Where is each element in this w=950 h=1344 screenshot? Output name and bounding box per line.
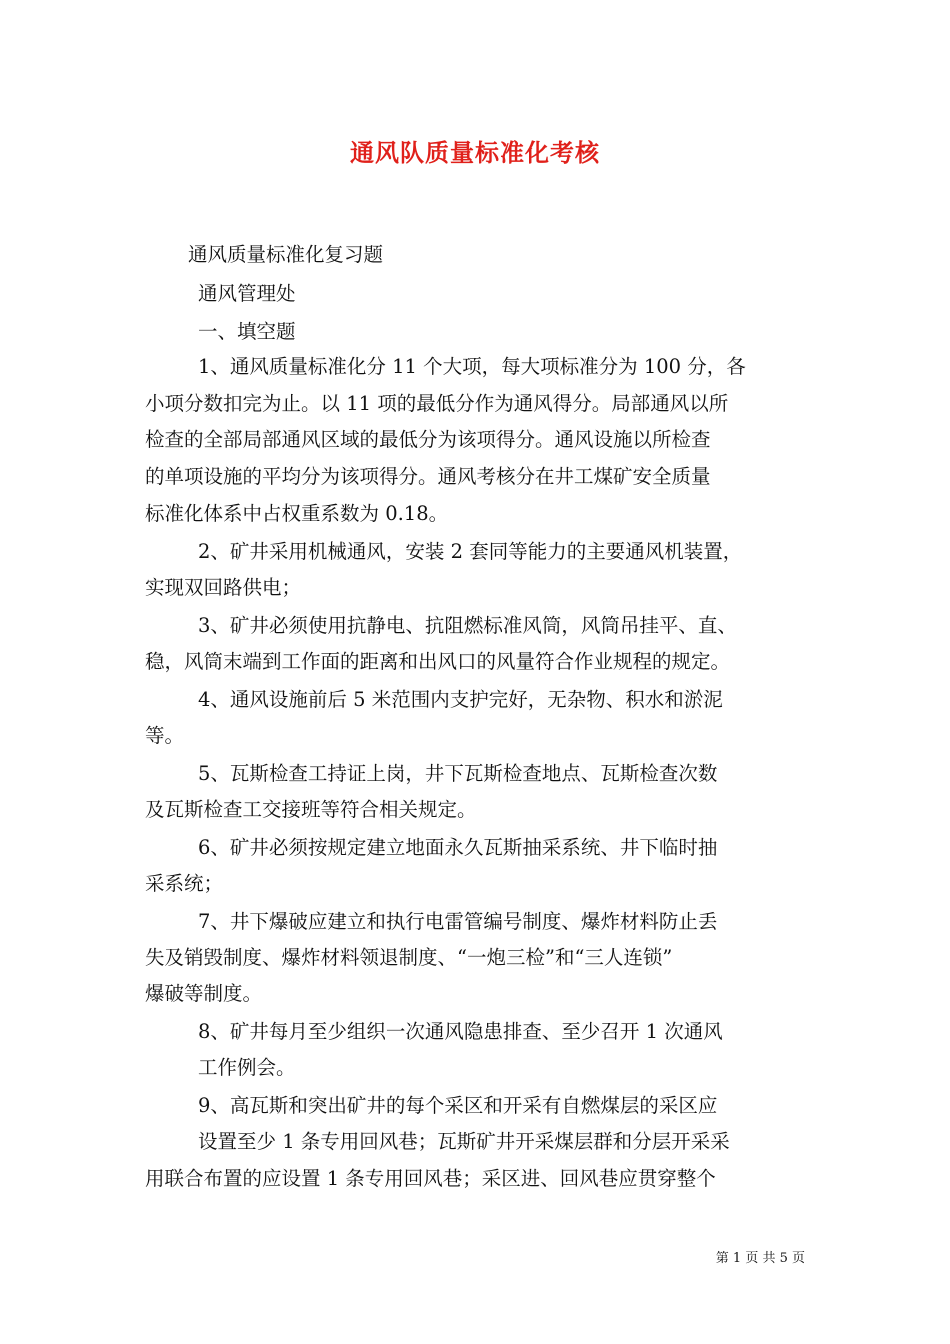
body-line: 稳，风筒末端到工作面的距离和出风口的风量符合作业规程的规定。 xyxy=(145,650,731,673)
body-line: 等。 xyxy=(145,724,185,747)
body-line: 4、通风设施前后 5 米范围内支护完好，无杂物、积水和淤泥 xyxy=(198,688,723,711)
subtitle: 通风质量标准化复习题 xyxy=(188,243,384,266)
body-line: 标准化体系中占权重系数为 0.18。 xyxy=(145,502,449,525)
body-line: 1、通风质量标准化分 11 个大项，每大项标准分为 100 分，各 xyxy=(198,355,746,378)
body-line: 失及销毁制度、爆炸材料领退制度、“一炮三检”和“三人连锁” xyxy=(145,946,673,969)
body-line: 小项分数扣完为止。以 11 项的最低分作为通风得分。局部通风以所 xyxy=(145,392,729,415)
body-line: 工作例会。 xyxy=(198,1056,296,1079)
document-title: 通风队质量标准化考核 xyxy=(350,138,600,167)
body-line: 6、矿井必须按规定建立地面永久瓦斯抽采系统、井下临时抽 xyxy=(198,836,718,859)
body-line: 实现双回路供电； xyxy=(145,576,302,599)
body-line: 5、瓦斯检查工持证上岗，井下瓦斯检查地点、瓦斯检查次数 xyxy=(198,762,718,785)
body-line: 8、矿井每月至少组织一次通风隐患排查、至少召开 1 次通风 xyxy=(198,1020,723,1043)
body-line: 2、矿井采用机械通风，安装 2 套同等能力的主要通风机装置， xyxy=(198,540,743,563)
body-line: 7、井下爆破应建立和执行电雷管编号制度、爆炸材料防止丢 xyxy=(198,910,718,933)
body-line: 爆破等制度。 xyxy=(145,982,263,1005)
body-line: 3、矿井必须使用抗静电、抗阻燃标准风筒，风筒吊挂平、直、 xyxy=(198,614,737,637)
page-number: 第 1 页 共 5 页 xyxy=(715,1251,805,1266)
body-line: 设置至少 1 条专用回风巷；瓦斯矿井开采煤层群和分层开采采 xyxy=(198,1130,730,1153)
body-line: 的单项设施的平均分为该项得分。通风考核分在井工煤矿安全质量 xyxy=(145,465,711,488)
body-line: 用联合布置的应设置 1 条专用回风巷；采区进、回风巷应贯穿整个 xyxy=(145,1167,716,1190)
body-line: 9、高瓦斯和突出矿井的每个采区和开采有自燃煤层的采区应 xyxy=(198,1094,718,1117)
body-line: 及瓦斯检查工交接班等符合相关规定。 xyxy=(145,798,477,821)
body-line: 采系统； xyxy=(145,872,224,895)
section-heading: 一、填空题 xyxy=(198,320,296,343)
body-line: 检查的全部局部通风区域的最低分为该项得分。通风设施以所检查 xyxy=(145,428,711,451)
department: 通风管理处 xyxy=(198,282,296,305)
